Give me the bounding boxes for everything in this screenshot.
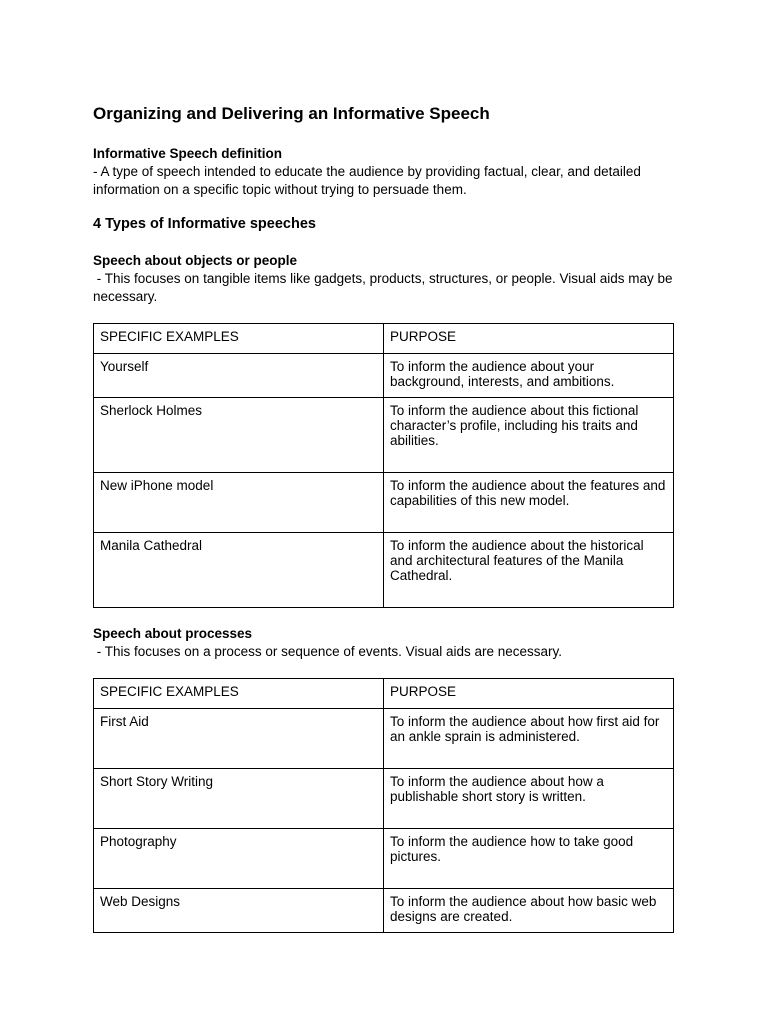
example-cell: Photography [94,829,384,889]
section-objects-people [93,252,677,306]
purpose-cell: To inform the audience about your background, interests, and ambitions. [384,354,674,398]
objects-examples-table [93,323,674,608]
definition-label: Informative Speech definition [93,146,283,161]
header-purpose: PURPOSE [384,679,674,709]
table-row [94,398,674,473]
table-row [94,473,674,533]
table-header-row [94,679,674,709]
example-cell: Sherlock Holmes [94,398,384,473]
example-cell: New iPhone model [94,473,384,533]
header-specific-examples: SPECIFIC EXAMPLES [94,679,384,709]
table-row [94,769,674,829]
example-cell: Manila Cathedral [94,533,384,608]
types-heading: 4 Types of Informative speeches [93,216,316,232]
purpose-cell: To inform the audience about this fictional character’s profile, including his traits and abilities. [384,398,674,473]
section-label: Speech about processes [93,626,253,641]
purpose-cell: To inform the audience about the features and capabilities of this new model. [384,473,674,533]
purpose-cell: To inform the audience about how basic web designs are created. [384,889,674,933]
definition-block [93,145,673,199]
section-description: - This focuses on tangible items like gadgets, products, structures, or people. Visual aids may be necessary. [93,271,677,304]
table-row [94,709,674,769]
table-row [94,889,674,933]
table-row [94,533,674,608]
section-processes [93,625,673,661]
purpose-cell: To inform the audience how to take good pictures. [384,829,674,889]
purpose-cell: To inform the audience about the historical and architectural features of the Manila Cathedral. [384,533,674,608]
example-cell: Web Designs [94,889,384,933]
example-cell: Short Story Writing [94,769,384,829]
section-label: Speech about objects or people [93,253,298,268]
table-row [94,354,674,398]
definition-text: - A type of speech intended to educate the audience by providing factual, clear, and detailed information on a specific topic without trying to persuade them. [93,164,641,197]
table-header-row [94,324,674,354]
processes-examples-table [93,678,674,933]
table-row [94,829,674,889]
header-purpose: PURPOSE [384,324,674,354]
purpose-cell: To inform the audience about how first aid for an ankle sprain is administered. [384,709,674,769]
example-cell: First Aid [94,709,384,769]
header-specific-examples: SPECIFIC EXAMPLES [94,324,384,354]
example-cell: Yourself [94,354,384,398]
section-description: - This focuses on a process or sequence of events. Visual aids are necessary. [93,644,563,659]
purpose-cell: To inform the audience about how a publishable short story is written. [384,769,674,829]
document-title: Organizing and Delivering an Informative Speech [93,104,490,123]
